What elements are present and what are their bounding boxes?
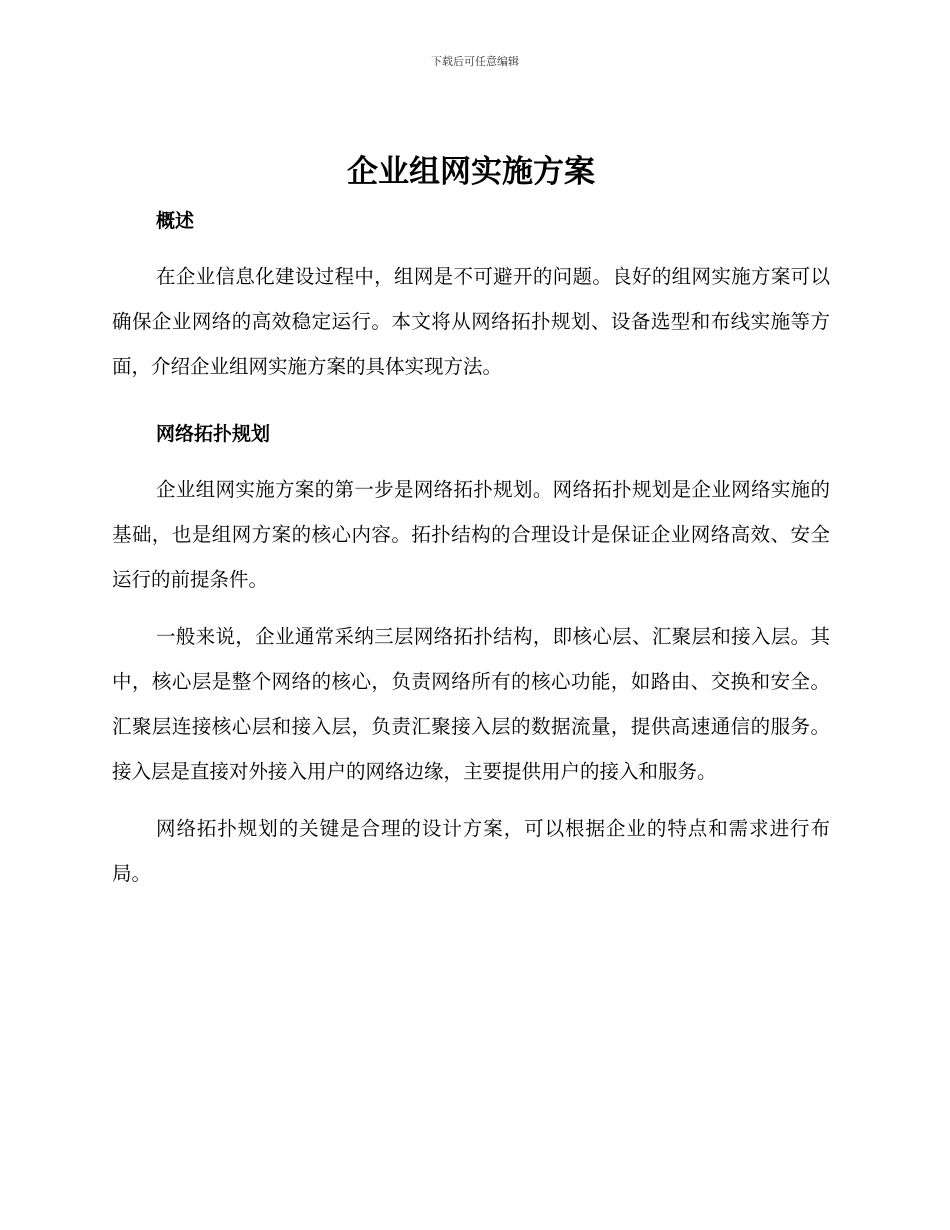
section-heading-overview: 概述 (156, 210, 195, 232)
page-header-note: 下载后可任意编辑 (431, 55, 519, 68)
paragraph-topology-intro: 企业组网实施方案的第一步是网络拓扑规划。网络拓扑规划是企业网络实施的基础，也是组网方案的核心内容。拓扑结构的合理设计是保证企业网络高效、安全运行的前提条件。 (112, 478, 830, 591)
paragraph-three-layer-structure: 一般来说，企业通常采纳三层网络拓扑结构，即核心层、汇聚层和接入层。其中，核心层是整个网络的核心，负责网络所有的核心功能，如路由、交换和安全。汇聚层连接核心层和接入层，负责汇聚接入层的数据流量，提供高速通信的服务。接入层是直接对外接入用户的网络边缘，主要提供用户的接入和服务。 (112, 625, 830, 783)
document-body (112, 148, 830, 896)
paragraph-topology-key: 网络拓扑规划的关键是合理的设计方案，可以根据企业的特点和需求进行布局。 (112, 817, 830, 885)
paragraph-overview: 在企业信息化建设过程中，组网是不可避开的问题。良好的组网实施方案可以确保企业网络的高效稳定运行。本文将从网络拓扑规划、设备选型和布线实施等方面，介绍企业组网实施方案的具体实现方法。 (112, 265, 830, 378)
document-title: 企业组网实施方案 (347, 154, 595, 190)
section-heading-topology: 网络拓扑规划 (156, 423, 271, 445)
